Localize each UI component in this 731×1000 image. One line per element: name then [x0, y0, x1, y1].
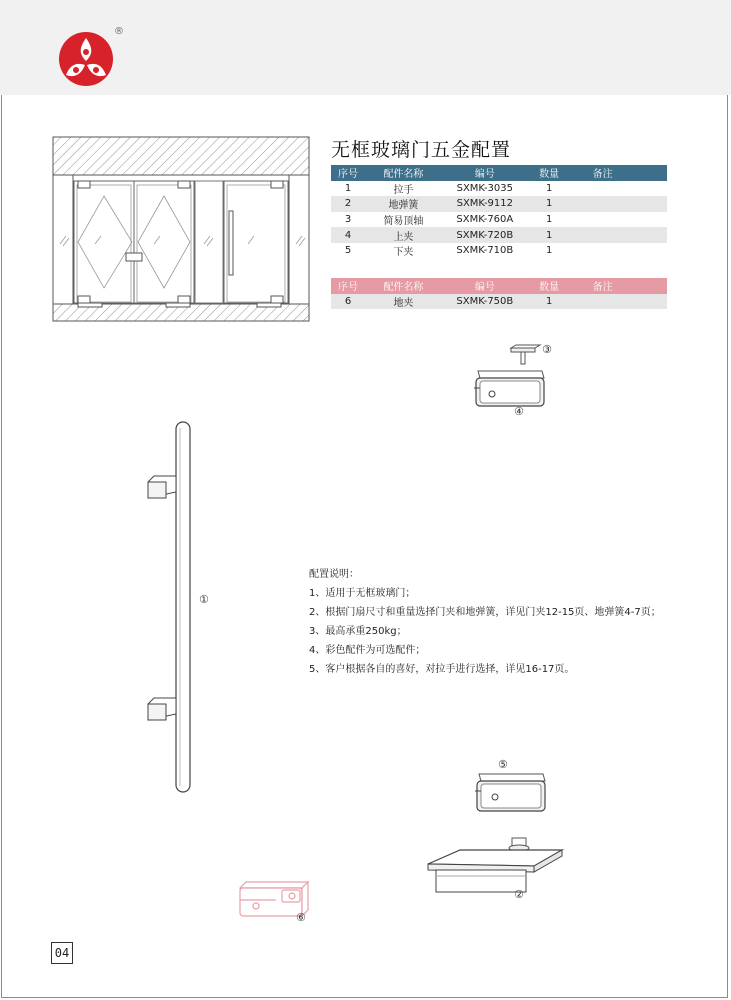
- cell-part-name: 地夹: [365, 294, 442, 310]
- column-header: 序号: [331, 278, 365, 294]
- standard-parts-table: [331, 165, 667, 259]
- column-header: 备注: [571, 165, 667, 181]
- top-clamp-drawing: [472, 370, 546, 408]
- cell-index: 4: [331, 227, 365, 243]
- callout-floor-clamp: ⑥: [296, 911, 306, 924]
- cell-remark: [571, 196, 667, 212]
- cell-part-code: SXMK-710B: [442, 243, 528, 259]
- table-header-row: [331, 165, 667, 181]
- note-item: 4、彩色配件为可选配件；: [309, 645, 426, 656]
- brand-logo: [52, 25, 120, 87]
- callout-top-pivot: ③: [542, 343, 552, 356]
- column-header: 编号: [442, 278, 528, 294]
- registered-mark: ®: [114, 26, 124, 37]
- optional-parts-table: [331, 278, 667, 309]
- notes-heading: 配置说明：: [309, 569, 359, 580]
- cell-part-code: SXMK-9112: [442, 196, 528, 212]
- column-header: 数量: [528, 165, 571, 181]
- cell-quantity: 1: [528, 227, 571, 243]
- column-header: 序号: [331, 165, 365, 181]
- cell-index: 3: [331, 212, 365, 228]
- cell-part-name: 简易顶轴: [365, 212, 442, 228]
- bottom-clamp-drawing: [473, 773, 547, 813]
- cell-part-name: 拉手: [365, 181, 442, 197]
- floor-spring-drawing: [426, 836, 564, 896]
- column-header: 配件名称: [365, 165, 442, 181]
- door-handle-drawing: [144, 418, 200, 796]
- cell-quantity: 1: [528, 212, 571, 228]
- cell-remark: [571, 294, 667, 310]
- note-item: 5、客户根据各自的喜好，对拉手进行选择，详见16-17页。: [309, 664, 575, 675]
- table-row: [331, 243, 667, 259]
- column-header: 编号: [442, 165, 528, 181]
- cell-quantity: 1: [528, 181, 571, 197]
- cell-quantity: 1: [528, 196, 571, 212]
- cell-part-code: SXMK-720B: [442, 227, 528, 243]
- note-item: 1、适用于无框玻璃门；: [309, 588, 416, 599]
- note-item: 2、根据门扇尺寸和重量选择门夹和地弹簧，详见门夹12-15页、地弹簧4-7页；: [309, 607, 661, 618]
- top-pivot-drawing: [510, 344, 544, 366]
- cell-quantity: 1: [528, 243, 571, 259]
- note-item: 3、最高承重250kg；: [309, 626, 407, 637]
- callout-top-clamp: ④: [514, 405, 524, 418]
- table-row: [331, 196, 667, 212]
- cell-part-code: SXMK-760A: [442, 212, 528, 228]
- column-header: 数量: [528, 278, 571, 294]
- table-row: [331, 181, 667, 197]
- cell-remark: [571, 212, 667, 228]
- cell-part-name: 下夹: [365, 243, 442, 259]
- table-row: [331, 294, 667, 310]
- page-number: 04: [51, 942, 73, 964]
- configuration-notes: [309, 565, 661, 679]
- cell-index: 1: [331, 181, 365, 197]
- callout-floor-spring: ②: [514, 888, 524, 901]
- table-row: [331, 227, 667, 243]
- cell-index: 5: [331, 243, 365, 259]
- cell-part-code: SXMK-750B: [442, 294, 528, 310]
- table-header-row: [331, 278, 667, 294]
- column-header: 配件名称: [365, 278, 442, 294]
- callout-bottom-clamp: ⑤: [498, 758, 508, 771]
- table-row: [331, 212, 667, 228]
- cell-quantity: 1: [528, 294, 571, 310]
- page-title: 无框玻璃门五金配置: [331, 139, 512, 161]
- cell-remark: [571, 181, 667, 197]
- cell-part-name: 上夹: [365, 227, 442, 243]
- cell-part-code: SXMK-3035: [442, 181, 528, 197]
- cell-remark: [571, 227, 667, 243]
- cell-index: 2: [331, 196, 365, 212]
- cell-part-name: 地弹簧: [365, 196, 442, 212]
- cell-remark: [571, 243, 667, 259]
- column-header: 备注: [571, 278, 667, 294]
- door-elevation-drawing: [52, 136, 310, 322]
- cell-index: 6: [331, 294, 365, 310]
- callout-handle: ①: [199, 593, 209, 606]
